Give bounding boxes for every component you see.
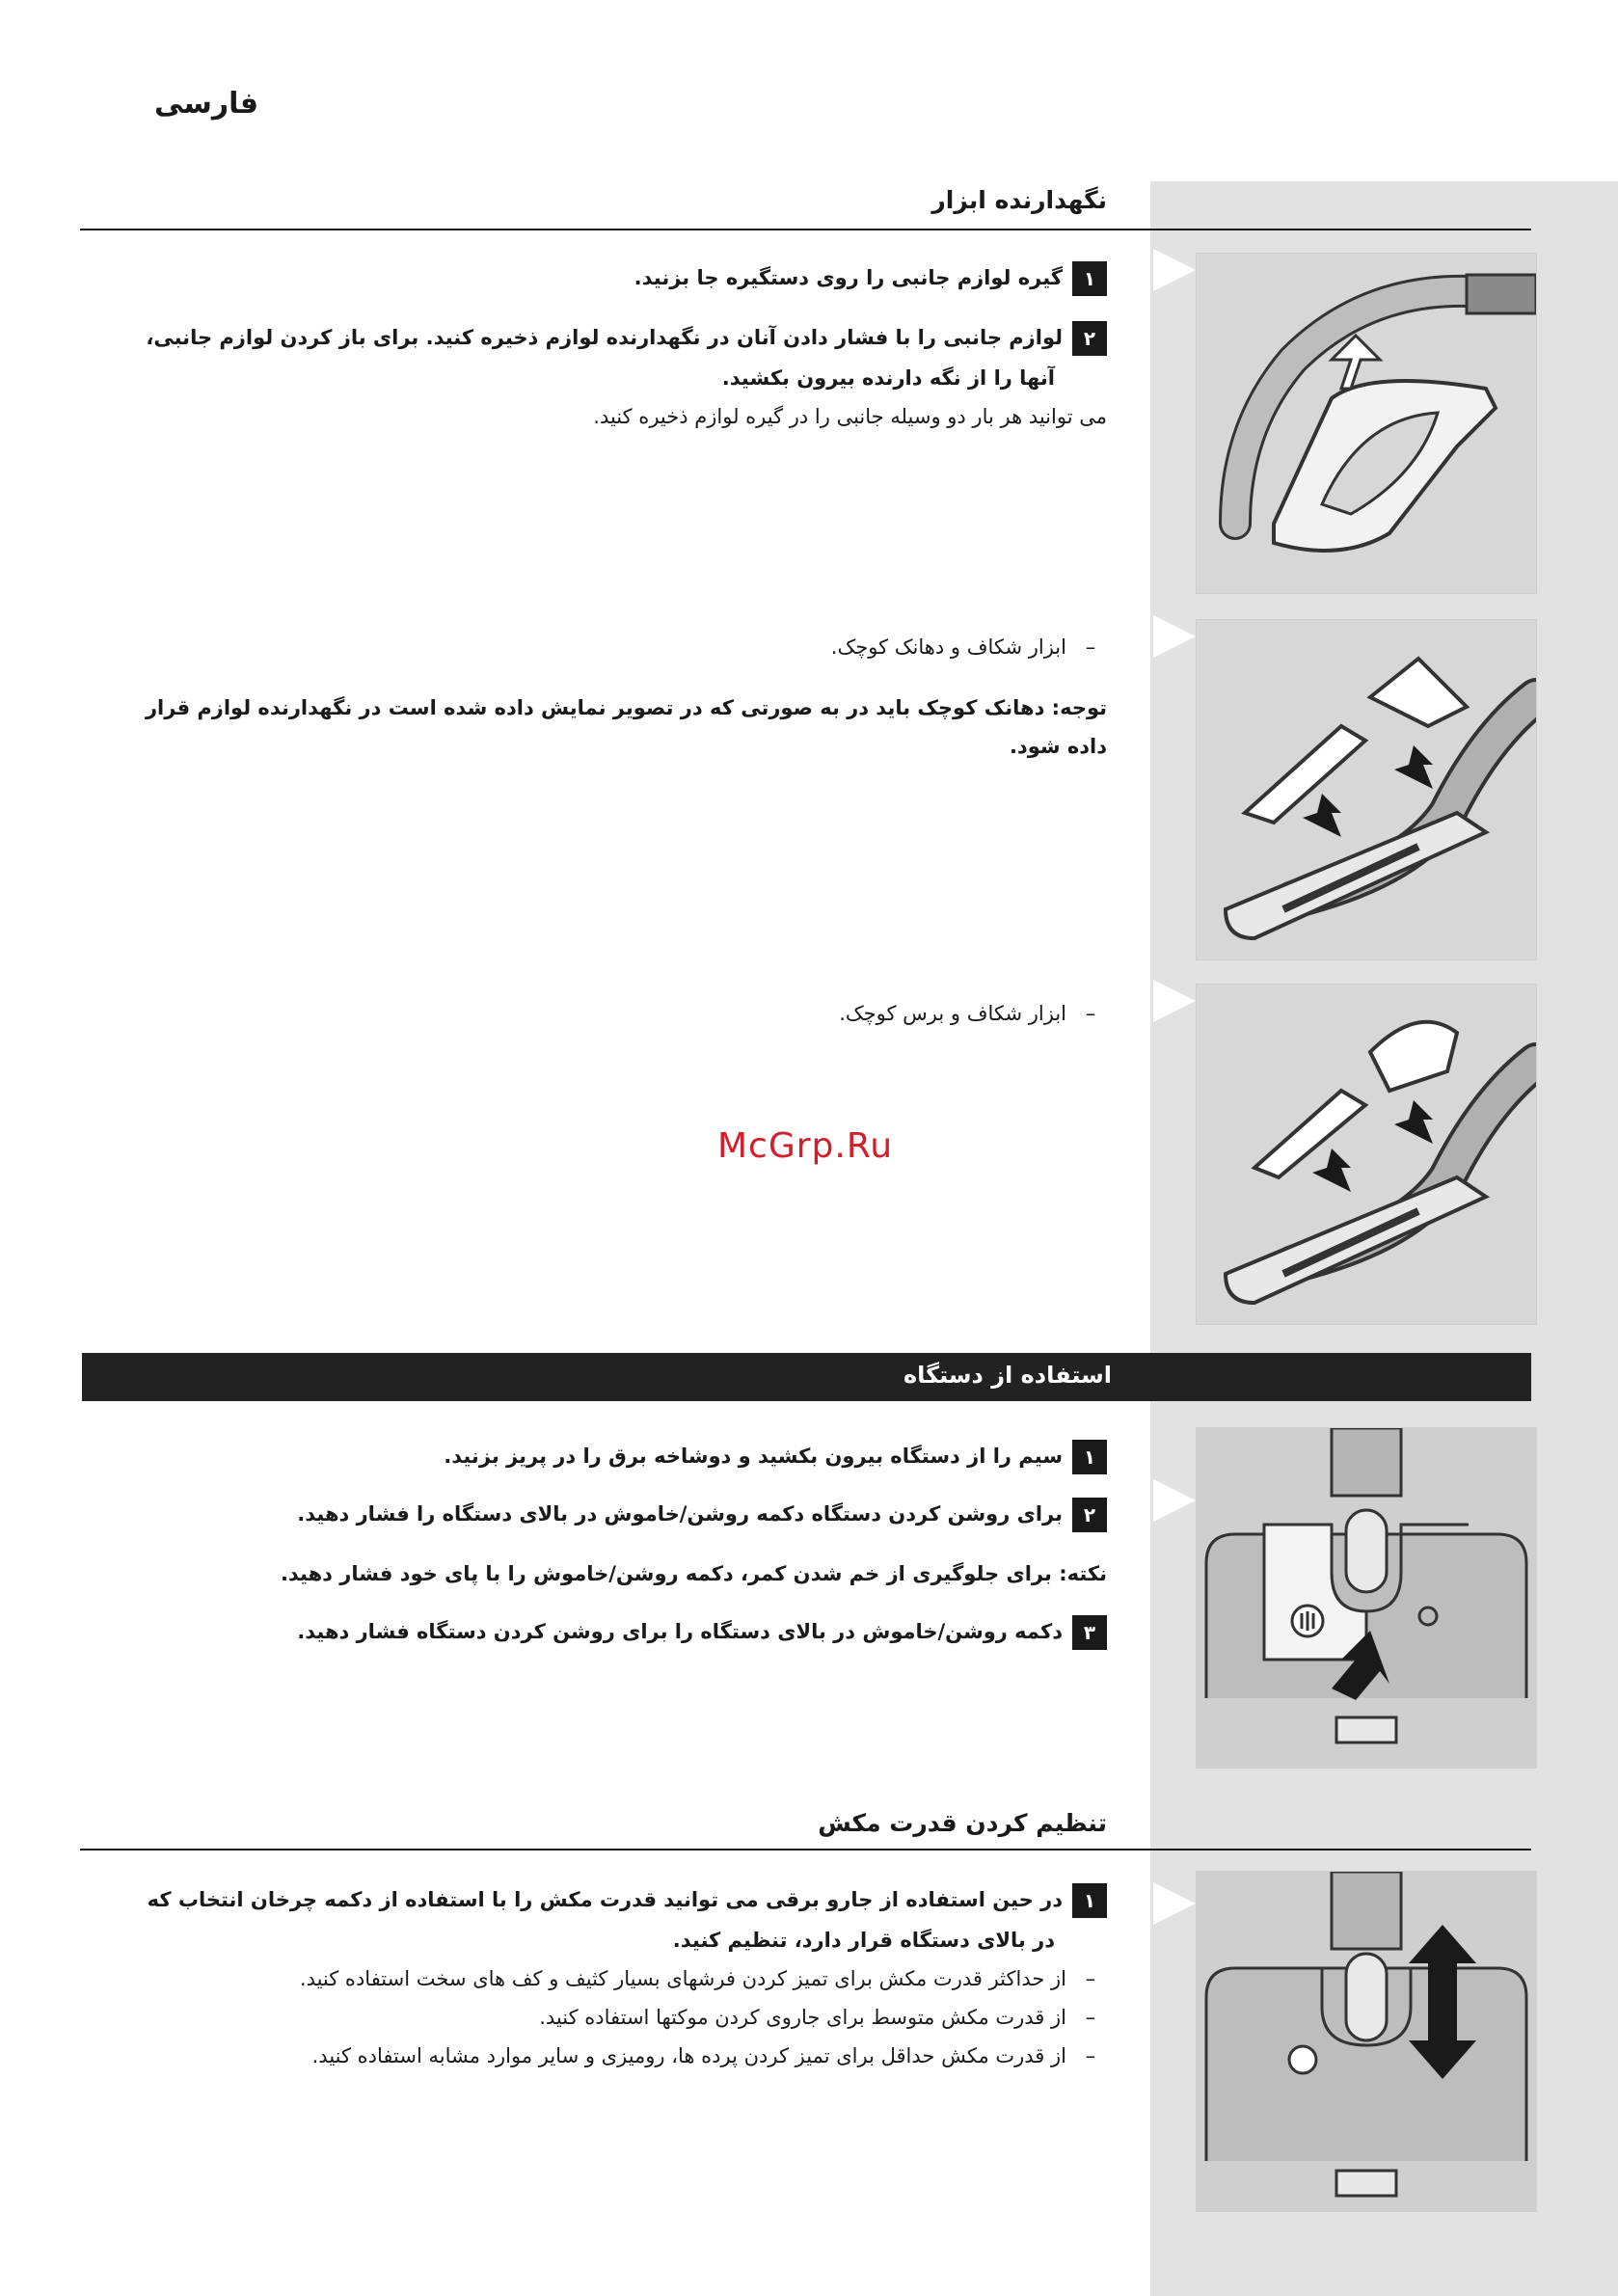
step-text: سیم را از دستگاه بیرون بکشید و دوشاخه برق را در پریز بزنید. <box>444 1445 1063 1468</box>
step-1 <box>634 258 1107 297</box>
note-text: دهانک کوچک باید در به صورتی که در تصویر نمایش داده شده است در نگهدارنده لوازم قرار <box>145 696 1052 719</box>
item-text: از قدرت مکش حداقل برای تمیز کردن پرده ها، رومیزی و سایر موارد مشابه استفاده کنید. <box>311 2044 1066 2067</box>
dash: – <box>1085 1967 1096 1990</box>
illustration-accessory-clip <box>1196 253 1537 594</box>
section-rule <box>80 1849 1531 1850</box>
section-title-tool-holder: نگهدارنده ابزار <box>931 186 1107 214</box>
watermark: McGrp.Ru <box>717 1126 894 1166</box>
dash: – <box>1085 2044 1096 2067</box>
step-2 <box>146 318 1107 357</box>
list-item-crevice-nozzle <box>831 628 1107 666</box>
step-number: ۲ <box>1072 321 1107 356</box>
list-item-crevice-brush <box>839 994 1107 1033</box>
item-text: از حداکثر قدرت مکش برای تمیز کردن فرشهای بسیار کثیف و کف های سخت استفاده کنید. <box>299 1967 1066 1990</box>
step-number: ۳ <box>1072 1615 1107 1650</box>
tip-text: برای جلوگیری از خم شدن کمر، دکمه روشن/خاموش را با پای خود فشار دهید. <box>280 1562 1060 1585</box>
step-1-continuation <box>673 1921 1107 1959</box>
item-text: ابزار شکاف و دهانک کوچک. <box>830 635 1066 659</box>
step-number: ۲ <box>1072 1498 1107 1532</box>
panel-pointer <box>1153 249 1196 291</box>
panel-pointer <box>1153 980 1196 1022</box>
tip-label: نکته: <box>1059 1562 1107 1585</box>
crevice-brush-drawing <box>1197 985 1536 1324</box>
step-number: ۱ <box>1072 261 1107 296</box>
step-text: لوازم جانبی را با فشار دادن آنان در نگهدارنده لوازم ذخیره کنید. برای باز کردن لوازم جانبی، <box>146 326 1063 349</box>
section-title-using: استفاده از دستگاه <box>903 1362 1112 1389</box>
step-text: دکمه روشن/خاموش در بالای دستگاه را برای روشن کردن دستگاه فشار دهید. <box>297 1620 1063 1643</box>
extra-line: می توانید هر بار دو وسیله جانبی را در گیره لوازم ذخیره کنید. <box>593 405 1107 428</box>
tip-line <box>281 1554 1107 1593</box>
panel-pointer <box>1153 1479 1196 1522</box>
section-title-suction: تنظیم کردن قدرت مکش <box>818 1809 1107 1837</box>
note-label: توجه: <box>1051 696 1107 719</box>
dash: – <box>1085 1002 1096 1025</box>
step-number: ۱ <box>1072 1883 1107 1918</box>
item-text: از قدرت مکش متوسط برای جاروی کردن موکتها استفاده کنید. <box>539 2006 1066 2029</box>
list-item <box>300 1959 1107 1998</box>
section-header-bar <box>82 1353 1531 1401</box>
dash: – <box>1085 2006 1096 2029</box>
item-text: ابزار شکاف و برس کوچک. <box>839 1002 1066 1025</box>
step-text: در بالای دستگاه قرار دارد، تنظیم کنید. <box>672 1929 1055 1952</box>
step-3 <box>297 1612 1107 1651</box>
note-continuation: داده شود. <box>1009 735 1107 758</box>
step-text: گیره لوازم جانبی را روی دستگیره جا بزنید. <box>634 266 1063 289</box>
section-rule <box>80 229 1531 230</box>
language-label: فارسی <box>154 87 259 121</box>
illustration-power-button <box>1196 1427 1537 1769</box>
illustration-crevice-nozzle <box>1196 619 1537 960</box>
step-2-continuation <box>722 359 1107 397</box>
illustration-suction-dial <box>1196 1871 1537 2212</box>
step-1 <box>444 1437 1107 1475</box>
dash: – <box>1085 635 1096 659</box>
step-text: برای روشن کردن دستگاه دکمه روشن/خاموش در بالای دستگاه را فشار دهید. <box>297 1502 1063 1526</box>
list-item <box>539 1998 1107 2037</box>
step-2 <box>297 1495 1107 1533</box>
power-button-drawing <box>1197 1428 1536 1768</box>
step-number: ۱ <box>1072 1440 1107 1474</box>
step-text: در حین استفاده از جارو برقی می توانید قدرت مکش را با استفاده از دکمه چرخان انتخاب که <box>147 1888 1063 1911</box>
panel-pointer <box>1153 615 1196 658</box>
note-line <box>146 689 1107 727</box>
panel-pointer <box>1153 1882 1196 1925</box>
step-text: آنها را از نگه دارنده بیرون بکشید. <box>721 366 1055 390</box>
illustration-crevice-brush <box>1196 984 1537 1325</box>
crevice-nozzle-drawing <box>1197 620 1536 959</box>
step-1 <box>148 1880 1107 1919</box>
accessory-clip-drawing <box>1197 254 1536 593</box>
suction-dial-drawing <box>1197 1872 1536 2211</box>
list-item <box>312 2037 1107 2075</box>
